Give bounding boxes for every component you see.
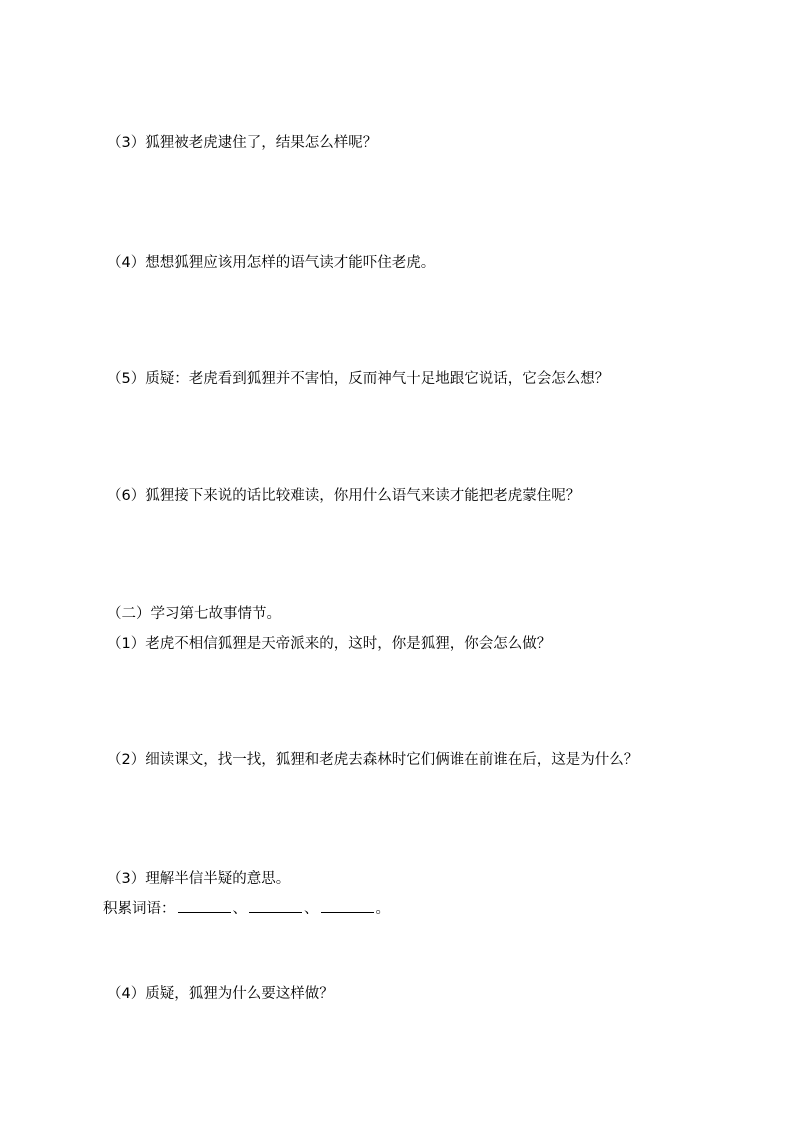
question-6: （6）狐狸接下来说的话比较难读，你用什么语气来读才能把老虎蒙住呢？ [107,488,581,504]
word-blank-1[interactable] [178,911,231,913]
accumulate-label: 积累词语： [103,901,176,917]
section-question-3: （3）理解半信半疑的意思。 [107,871,291,887]
question-5: （5）质疑：老虎看到狐狸并不害怕，反而神气十足地跟它说话，它会怎么想？ [107,371,610,387]
section-heading: （二）学习第七故事情节。 [107,606,281,622]
section-question-1: （1）老虎不相信狐狸是天帝派来的，这时，你是狐狸，你会怎么做？ [107,636,552,652]
word-blank-3[interactable] [321,911,374,913]
question-3: （3）狐狸被老虎逮住了，结果怎么样呢？ [107,135,378,151]
line-end: 。 [375,901,390,917]
question-4: （4）想想狐狸应该用怎样的语气读才能吓住老虎。 [107,255,436,271]
separator-1: 、 [232,901,247,917]
accumulate-words-line [103,899,390,919]
separator-2: 、 [304,901,319,917]
section-question-4: （4）质疑，狐狸为什么要这样做？ [107,986,334,1002]
word-blank-2[interactable] [249,911,302,913]
section-question-2: （2）细读课文，找一找，狐狸和老虎去森林时它们俩谁在前谁在后，这是为什么？ [107,752,639,768]
